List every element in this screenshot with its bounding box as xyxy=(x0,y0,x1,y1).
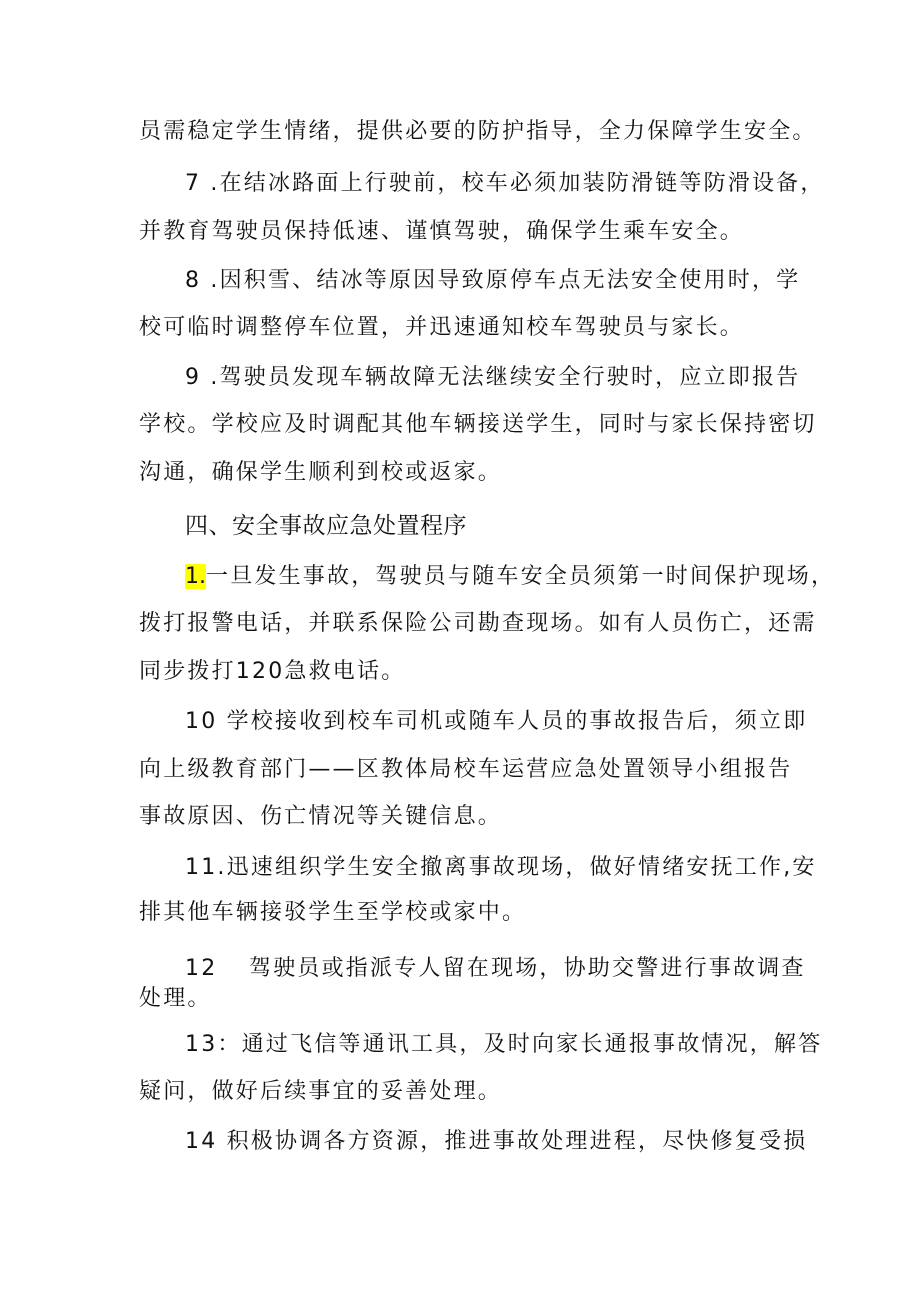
item-1-first-line: 一旦发生事故，驾驶员与随车安全员须第一时间保护现场， xyxy=(206,564,836,589)
item-10-line: 事故原因、伤亡情况等关键信息。 xyxy=(139,804,503,829)
item-14-line: 14 积极协调各方资源，推进事故处理进程，尽快修复受损 xyxy=(185,1129,808,1154)
paragraph-line: 员需稳定学生情绪，提供必要的防护指导，全力保障学生安全。 xyxy=(139,119,817,144)
item-7-line: 并教育驾驶员保持低速、谨慎驾驶，确保学生乘车安全。 xyxy=(139,219,745,244)
item-8-line: 校可临时调整停车位置，并迅速通知校车驾驶员与家长。 xyxy=(139,315,745,340)
item-8-line: 8 .因积雪、结冰等原因导致原停车点无法安全使用时，学 xyxy=(185,268,801,293)
item-12-line: 处理。 xyxy=(139,986,212,1011)
item-12-number: 12 xyxy=(185,956,218,981)
section-heading: 四、安全事故应急处置程序 xyxy=(185,513,467,539)
item-10-line: 10 学校接收到校车司机或随车人员的事故报告后，须立即 xyxy=(185,709,808,734)
item-12-line: 驾驶员或指派专人留在现场，协助交警进行事故调查 xyxy=(249,956,806,981)
item-11-line: 11.迅速组织学生安全撤离事故现场，做好情绪安抚工作,安 xyxy=(185,855,817,880)
item-1-line xyxy=(185,562,835,592)
item-1-line: 拨打报警电话，并联系保险公司勘查现场。如有人员伤亡，还需 xyxy=(139,611,817,636)
item-9-line: 沟通，确保学生顺利到校或返家。 xyxy=(139,460,503,485)
item-11-line: 排其他车辆接驳学生至学校或家中。 xyxy=(139,900,527,925)
item-1-line: 同步拨打120急救电话。 xyxy=(139,659,406,684)
item-7-line: 7 .在结冰路面上行驶前，校车必须加装防滑链等防滑设备， xyxy=(185,171,825,196)
highlighted-number: 1. xyxy=(185,564,206,589)
item-13-line: 13：通过飞信等通讯工具，及时向家长通报事故情况，解答 xyxy=(185,1032,823,1057)
item-10-line: 向上级教育部门——区教体局校车运营应急处置领导小组报告 xyxy=(139,757,793,782)
item-13-line: 疑问，做好后续事宜的妥善处理。 xyxy=(139,1079,503,1104)
item-9-line: 9 .驾驶员发现车辆故障无法继续安全行驶时，应立即报告 xyxy=(185,365,801,390)
item-9-line: 学校。学校应及时调配其他车辆接送学生，同时与家长保持密切 xyxy=(139,412,817,437)
